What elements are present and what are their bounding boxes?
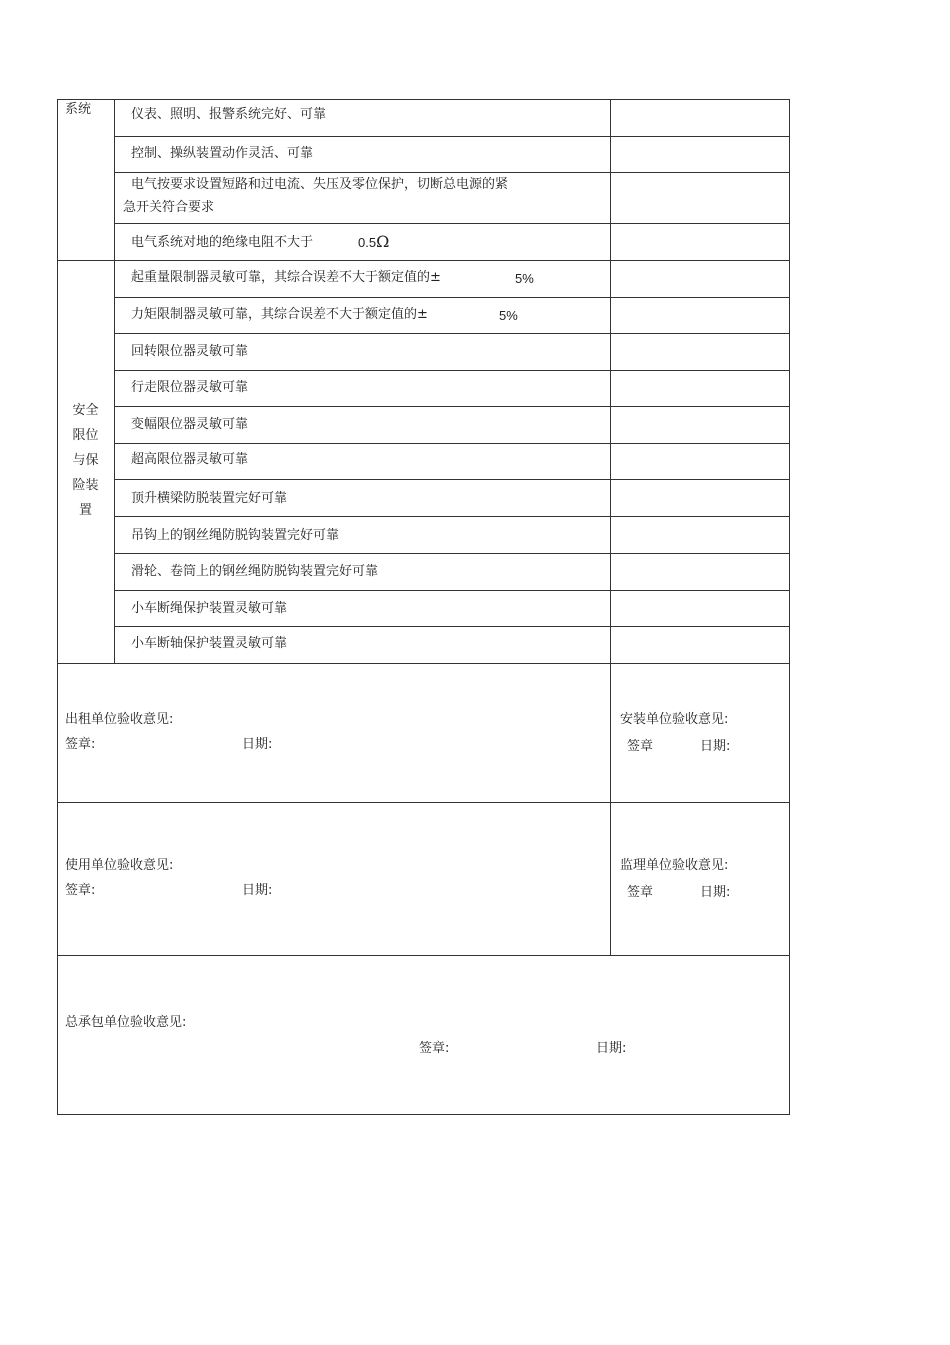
item-hook-rope-guard: 吊钩上的钢丝绳防脱钩装置完好可靠 (131, 528, 340, 543)
item-instruments: 仪表、照明、报警系统完好、可靠 (131, 107, 327, 122)
section-divider (57, 955, 790, 956)
rental-sign-label: 签章: (65, 737, 96, 752)
supervisor-sign-label: 签章 (627, 885, 654, 900)
insulation-resistance-value (358, 233, 389, 252)
user-date-label: 日期: (242, 883, 273, 898)
item-travel-limiter: 行走限位器灵敏可靠 (131, 380, 249, 395)
item-weight-limiter: 起重量限制器灵敏可靠，其综合误差不大于额定值的± (131, 270, 441, 285)
item-trolley-shaft-break: 小车断轴保护装置灵敏可靠 (131, 636, 288, 651)
result-column-divider (610, 99, 611, 955)
row-divider (114, 406, 789, 407)
install-date-label: 日期: (700, 739, 731, 754)
category-line: 与保 (72, 453, 99, 468)
category-line: 安全 (72, 403, 99, 418)
torque-limiter-value: 5% (499, 308, 518, 323)
item-insulation-resistance: 电气系统对地的绝缘电阻不大于 (131, 235, 314, 250)
general-contractor-date-label: 日期: (596, 1041, 627, 1056)
row-divider (114, 297, 789, 298)
category-safety-limits (57, 398, 114, 523)
item-height-limiter: 超高限位器灵敏可靠 (131, 452, 249, 467)
item-electrical-protection-line2: 急开关符合要求 (123, 200, 215, 215)
category-line: 险装 (72, 478, 99, 493)
item-controls: 控制、操纵装置动作灵活、可靠 (131, 146, 314, 161)
ohm-unit: Ω (376, 232, 390, 251)
section-divider (57, 260, 790, 261)
install-sign-label: 签章 (627, 739, 654, 754)
row-divider (114, 223, 789, 224)
category-line: 限位 (72, 428, 99, 443)
insulation-value: 0.5 (358, 235, 377, 250)
user-sign-label: 签章: (65, 883, 96, 898)
row-divider (114, 590, 789, 591)
supervisor-opinion-title: 监理单位验收意见: (620, 858, 729, 873)
row-divider (114, 172, 789, 173)
item-electrical-protection-line1: 电气按要求设置短路和过电流、失压及零位保护，切断总电源的紧 (131, 177, 509, 192)
row-divider (114, 516, 789, 517)
weight-limiter-value: 5% (515, 271, 534, 286)
item-torque-limiter: 力矩限制器灵敏可靠，其综合误差不大于额定值的± (131, 307, 428, 322)
supervisor-date-label: 日期: (700, 885, 731, 900)
item-slewing-limiter: 回转限位器灵敏可靠 (131, 344, 249, 359)
general-contractor-sign-label: 签章: (419, 1041, 450, 1056)
row-divider (114, 370, 789, 371)
category-line: 置 (78, 503, 92, 518)
section-divider (57, 663, 790, 664)
row-divider (114, 626, 789, 627)
section-divider (57, 802, 790, 803)
install-opinion-title: 安装单位验收意见: (620, 712, 729, 727)
row-divider (114, 443, 789, 444)
item-jacking-beam-device: 顶升横梁防脱装置完好可靠 (131, 491, 288, 506)
item-trolley-rope-break: 小车断绳保护装置灵敏可靠 (131, 601, 288, 616)
row-divider (114, 479, 789, 480)
item-luffing-limiter: 变幅限位器灵敏可靠 (131, 417, 249, 432)
category-electrical-system: 系统 (65, 102, 92, 117)
rental-date-label: 日期: (242, 737, 273, 752)
row-divider (114, 553, 789, 554)
category-column-divider (114, 99, 115, 663)
row-divider (114, 136, 789, 137)
user-opinion-title: 使用单位验收意见: (65, 858, 174, 873)
row-divider (114, 333, 789, 334)
rental-opinion-title: 出租单位验收意见: (65, 712, 174, 727)
general-contractor-opinion-title: 总承包单位验收意见: (65, 1015, 187, 1030)
item-pulley-drum-rope-guard: 滑轮、卷筒上的钢丝绳防脱钩装置完好可靠 (131, 564, 379, 579)
